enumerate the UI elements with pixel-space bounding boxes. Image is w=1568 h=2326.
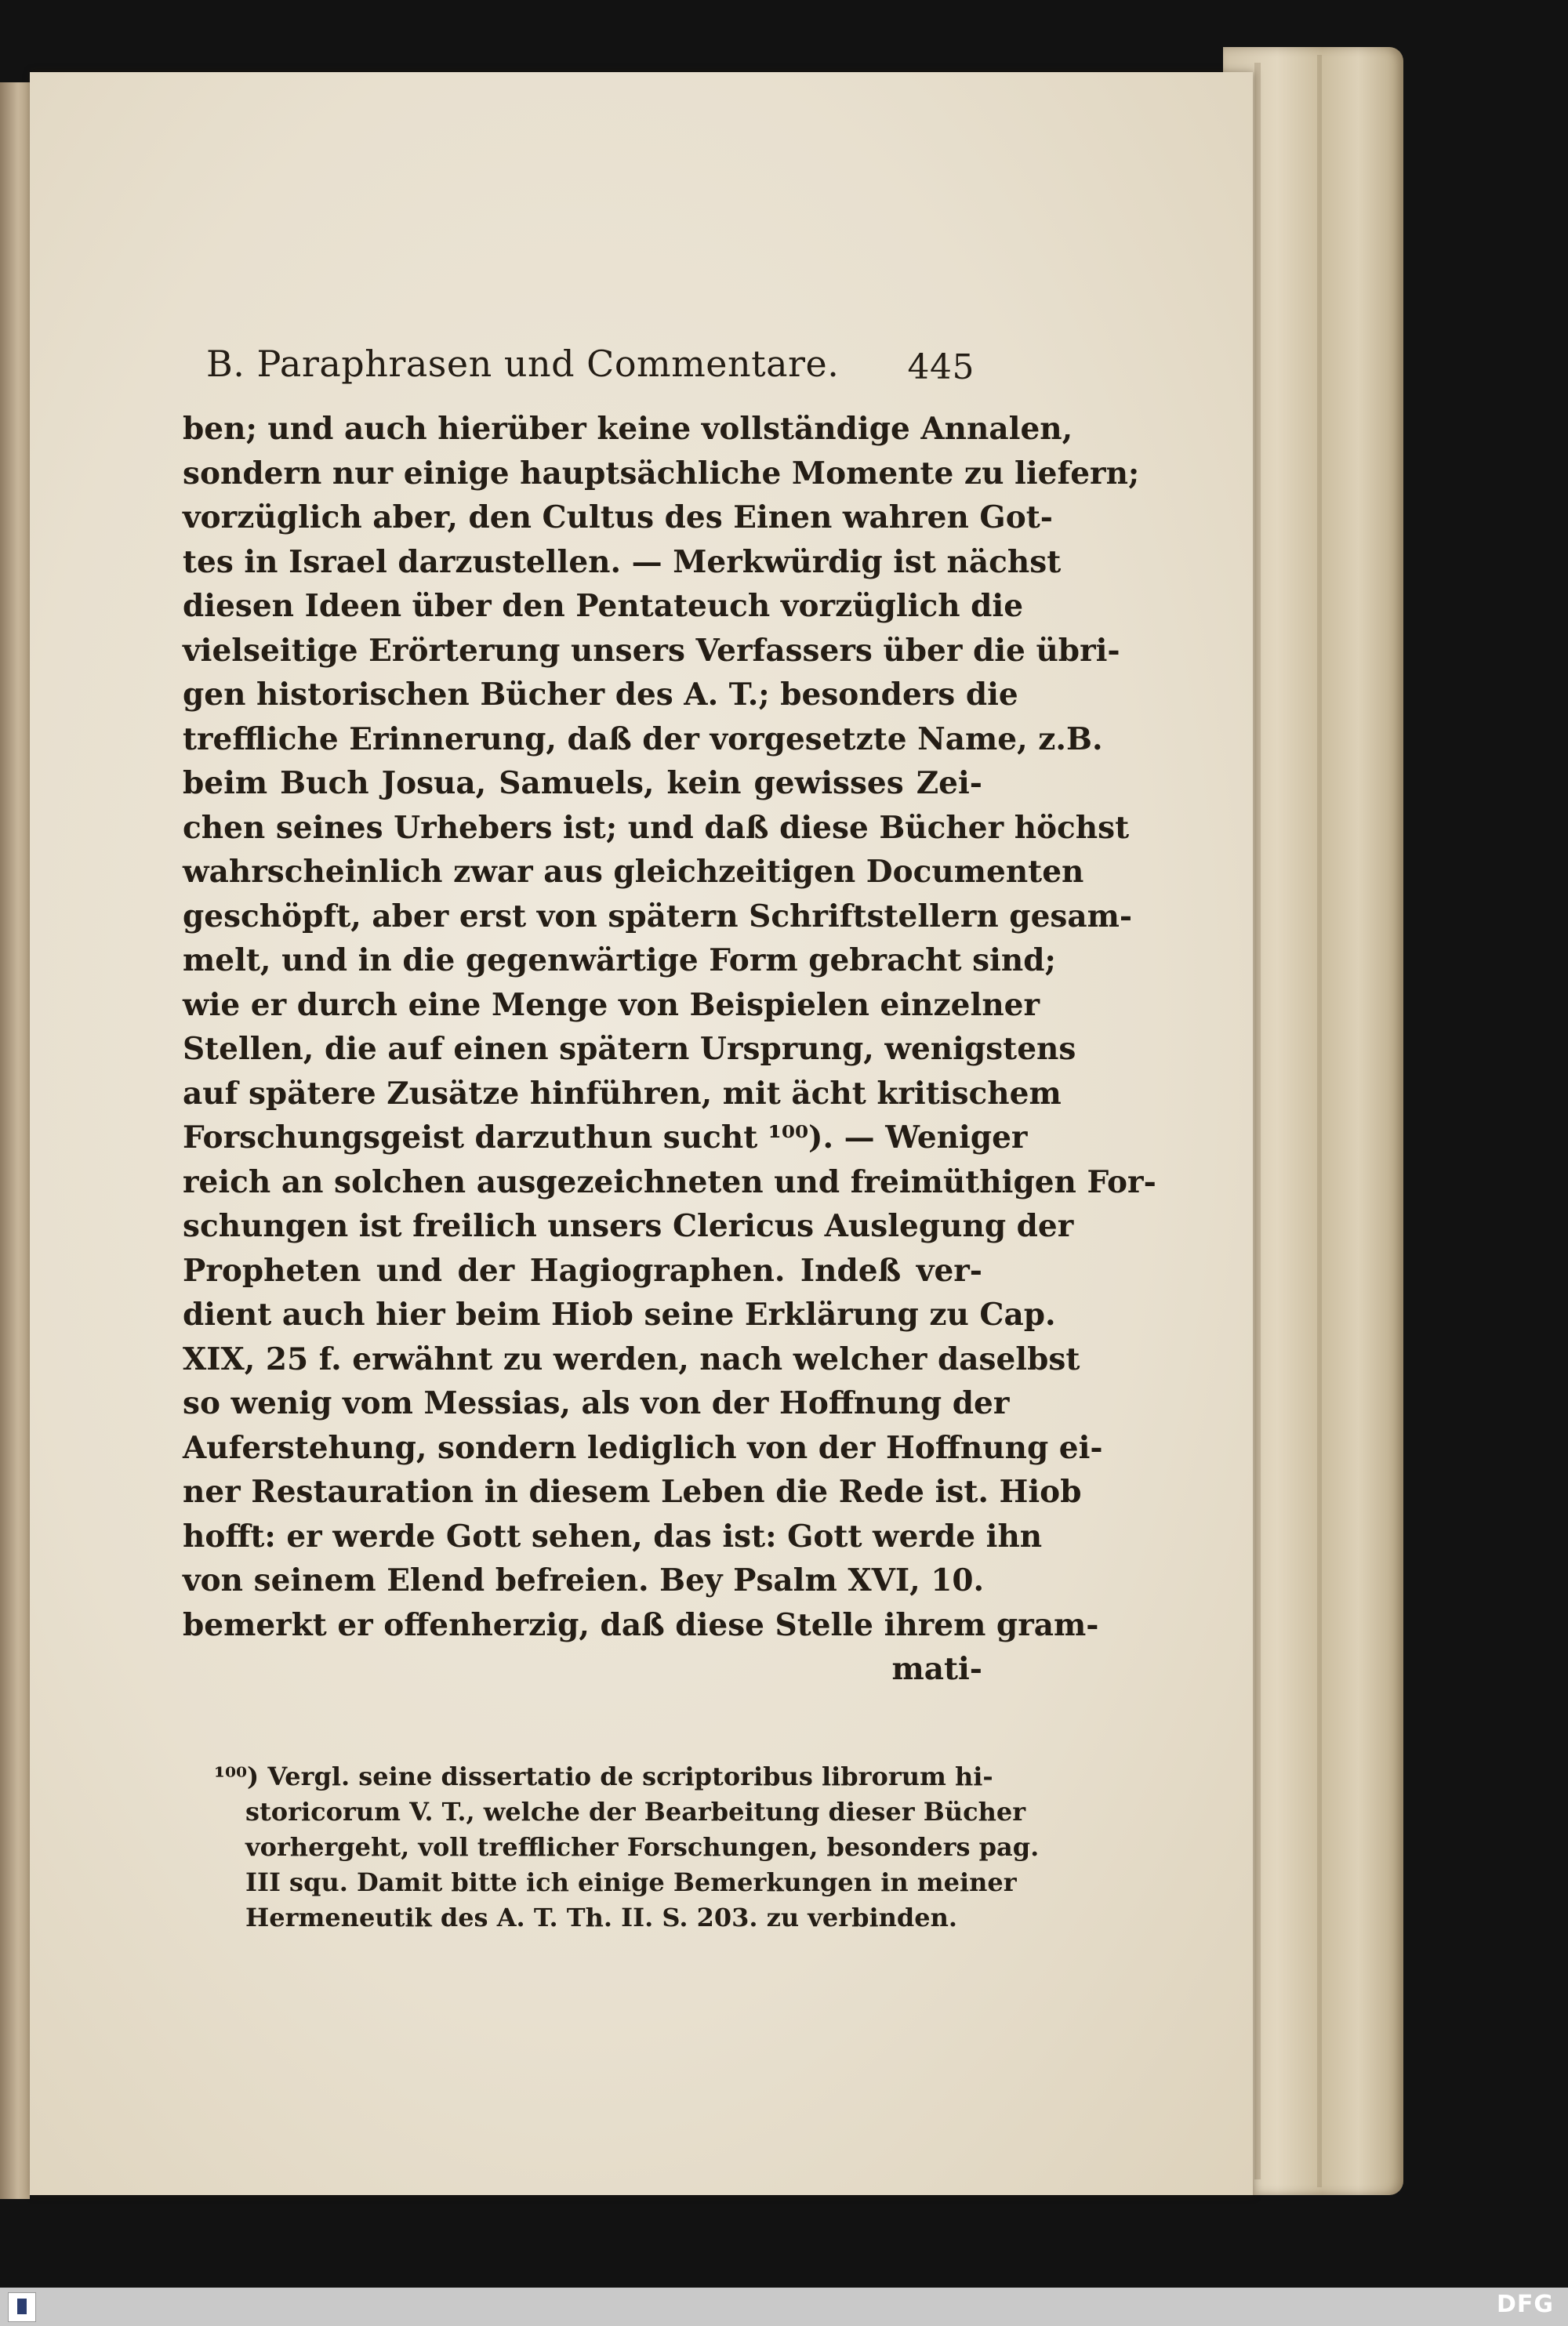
body-text (183, 407, 1156, 1692)
footnote-line: Hermeneutik des A. T. Th. II. S. 203. zu verbinden. (245, 1902, 958, 1932)
text-line: XIX, 25 f. erwähnt zu werden, nach welcher daselbst (183, 1341, 1080, 1377)
text-line: so wenig vom Messias, als von der Hoffnung der (183, 1385, 1010, 1421)
running-head-title: B. Paraphrasen und Commentare. (206, 343, 840, 385)
text-line: sondern nur einige hauptsächliche Momente zu liefern; (183, 455, 1140, 492)
text-line: hofft: er werde Gott sehen, das ist: Gott werde ihn (183, 1518, 1043, 1555)
text-line: schungen ist freilich unsers Clericus Auslegung der (183, 1208, 1074, 1244)
text-line: beim Buch Josua, Samuels, kein gewisses Zei- (183, 765, 982, 801)
text-line: wie er durch eine Menge von Beispielen einzelner (183, 986, 1040, 1023)
text-line: reich an solchen ausgezeichneten und freimüthigen For- (183, 1163, 1156, 1200)
text-line: Forschungsgeist darzuthun sucht ¹⁰⁰). — Weniger (183, 1119, 1028, 1156)
footnote (183, 1759, 1040, 1936)
text-line: vielseitige Erörterung unsers Verfassers über die übri- (183, 632, 1120, 669)
text-line: bemerkt er offenherzig, daß diese Stelle ihrem gram- (183, 1606, 1099, 1643)
text-line: chen seines Urhebers ist; und daß diese Bücher höchst (183, 809, 1130, 846)
text-line: melt, und in die gegenwärtige Form gebracht sind; (183, 942, 1056, 978)
library-logo-icon (8, 2292, 36, 2322)
text-line: diesen Ideen über den Pentateuch vorzüglich die (183, 588, 1024, 624)
text-line: vorzüglich aber, den Cultus des Einen wahren Got- (183, 499, 1053, 535)
text-line: Auferstehung, sondern lediglich von der Hoffnung ei- (183, 1429, 1103, 1466)
text-line: auf spätere Zusätze hinführen, mit ächt kritischem (183, 1075, 1062, 1112)
text-line: wahrscheinlich zwar aus gleichzeitigen Documenten (183, 854, 1084, 890)
text-line: dient auch hier beim Hiob seine Erklärung zu Cap. (183, 1297, 1056, 1333)
book-page (30, 72, 1253, 2195)
text-line: ner Restauration in diesem Leben die Rede ist. Hiob (183, 1474, 1082, 1510)
footnote-line: vorhergeht, voll trefflicher Forschungen, besonders pag. (245, 1831, 1040, 1862)
page-number: 445 (907, 347, 975, 387)
text-block (183, 335, 1156, 1936)
dfg-watermark: DFG (1496, 2291, 1554, 2318)
text-line: Propheten und der Hagiographen. Indeß ver- (183, 1252, 982, 1289)
running-head (183, 335, 982, 390)
text-line: treffliche Erinnerung, daß der vorgesetzte Name, z.B. (183, 720, 1103, 757)
footnote-line: III squ. Damit bitte ich einige Bemerkungen in meiner (245, 1867, 1017, 1897)
footnote-line: storicorum V. T., welche der Bearbeitung dieser Bücher (245, 1796, 1026, 1827)
previous-page-edge (0, 82, 30, 2199)
text-line: von seinem Elend befreien. Bey Psalm XVI, 10. (183, 1562, 985, 1598)
text-line: geschöpft, aber erst von spätern Schriftstellern gesam- (183, 898, 1133, 934)
text-line: ben; und auch hierüber keine vollständige Annalen, (183, 411, 1073, 447)
catchword: mati- (891, 1651, 982, 1687)
viewer-footer-bar (0, 2288, 1568, 2326)
footnote-line: ¹⁰⁰) Vergl. seine dissertatio de scriptoribus librorum hi- (214, 1761, 993, 1791)
text-line: gen historischen Bücher des A. T.; besonders die (183, 677, 1018, 713)
text-line: tes in Israel darzustellen. — Merkwürdig ist nächst (183, 543, 1062, 580)
text-line: Stellen, die auf einen spätern Ursprung, wenigstens (183, 1031, 1076, 1067)
